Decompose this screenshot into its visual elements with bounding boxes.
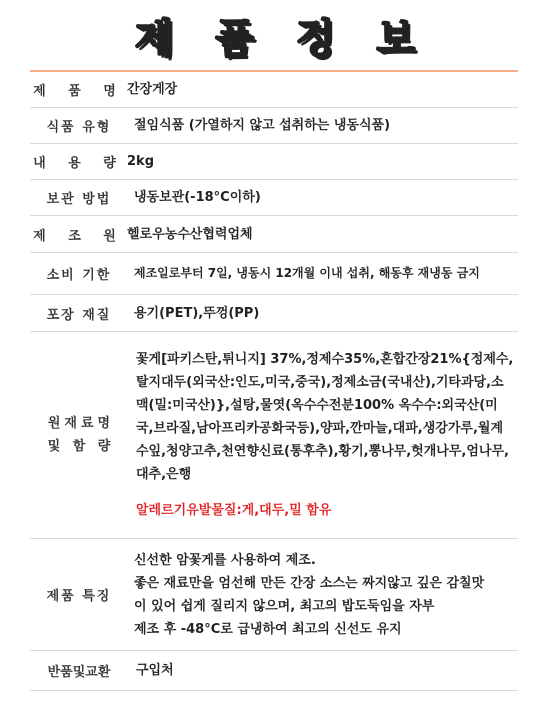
product-info-table [30,72,518,691]
label-net-weight: 내 용 량 [33,156,125,171]
feature-line: 신선한 암꽃게를 사용하여 제조. [134,552,316,568]
value-ingredients [128,342,518,528]
label-features: 제품 특징 [46,589,112,604]
label-ingredients [30,412,128,458]
label-manufacturer: 제 조 원 [33,228,125,244]
label-packaging: 포장 재질 [46,307,112,323]
row-expiry [30,253,518,295]
feature-line: 좋은 재료만을 엄선해 만든 간장 소스는 짜지않고 깊은 감칠맛 [134,575,485,591]
value-features [126,549,518,641]
label-product-name: 제 품 명 [33,84,125,99]
row-features [30,539,518,651]
value-expiry: 제조일로부터 7일, 냉동시 12개월 이내 섭취, 해동후 재냉동 금지 [134,266,480,280]
label-expiry: 소비 기한 [46,268,112,283]
feature-line: 이 있어 쉽게 질리지 않으며, 최고의 밥도둑임을 자부 [134,598,435,614]
label-ingredients-line1: 원재료명 [47,416,115,431]
value-food-type: 절임식품 (가열하지 않고 섭취하는 냉동식품) [134,118,391,133]
value-storage: 냉동보관(-18°C이하) [134,190,261,205]
row-net-weight [30,144,518,180]
value-manufacturer: 헬로우농수산협력업체 [127,226,253,242]
row-manufacturer [30,216,518,253]
row-product-name [30,72,518,108]
row-storage [30,180,518,216]
value-packaging: 용기(PET),뚜껑(PP) [134,305,260,321]
label-storage: 보관 방법 [46,192,112,207]
value-net-weight: 2kg [127,154,154,169]
label-returns: 반품및교환 [47,665,111,680]
value-returns: 구입처 [136,663,174,678]
feature-line: 제조 후 -48°C로 급냉하여 최고의 신선도 유지 [134,621,402,637]
allergy-warning: 알레르기유발물질:게,대두,밀 함유 [136,503,332,518]
row-packaging [30,295,518,332]
row-ingredients [30,332,518,539]
row-returns [30,651,518,691]
value-product-name: 간장게장 [127,82,178,97]
page-title-area [0,0,550,70]
row-food-type [30,108,518,144]
ingredients-text: 꽃게[파키스탄,튀니지] 37%,정제수35%,혼합간장21%{정제수,탈지대두(외국산:인도,미국,중국),정제소금(국내산),기타과당,소맥(밀:미국산)},설탕,물엿(옥수수전분100% 옥수수:외국산(미국,브라질,남아프리카공화국등),양파,깐마늘,대파,생강가루,월계수잎,청양고추,천연향신료(통후추),황기,뽕나무,헛개나무,엄나무,대추,은행 [136,352,514,482]
label-food-type: 식품 유형 [46,120,112,135]
label-ingredients-line2: 및 함 량 [47,439,115,454]
page-title: 제 품 정 보 [134,15,430,62]
